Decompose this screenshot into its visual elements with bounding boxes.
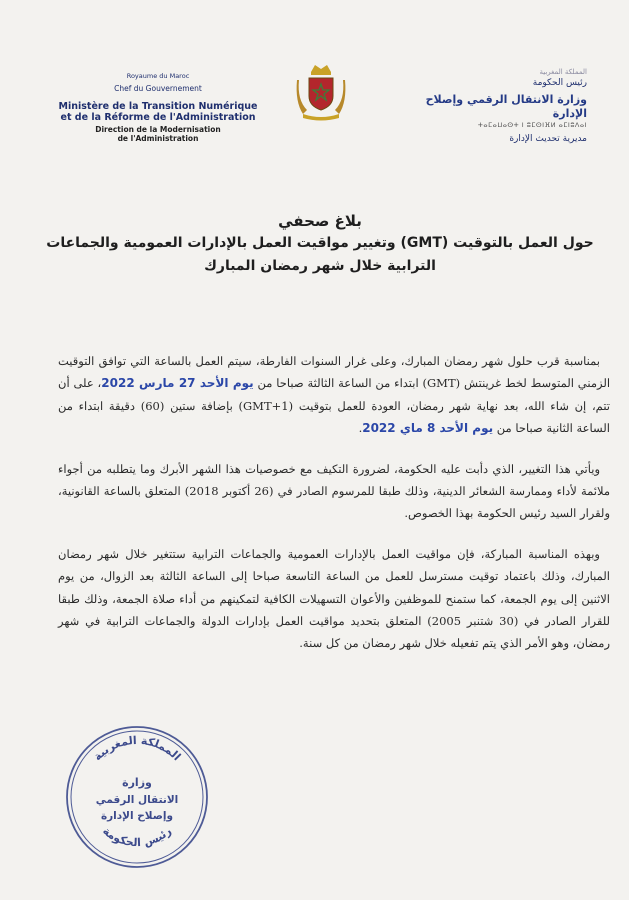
stamp-line-1: وزارة [122,776,152,789]
fr-ministry-line2: et de la Réforme de l'Administration [60,112,256,123]
stamp-outer-text: المملكة المغربية [90,733,184,764]
fr-kingdom: Royaume du Maroc [126,72,190,80]
fr-direction-line1: Direction de la Modernisation [95,125,221,134]
french-letterhead [58,72,258,143]
tifinagh-line: ⵜⴰⵎⴰⵡⴰⵙⵜ ⵏ ⵓⵎⵙⵏⴼⵍ ⴰⵎⵏⵓⴷⴰⵏ [477,121,587,129]
paragraph-2: ويأتي هذا التغيير، الذي دأبت عليه الحكومة، لضرورة التكيف مع خصوصيات هذا الشهر الأبرك وما يتطلبه من أجواء ملائمة لأداء وممارسة الشعائر الدينية، وذلك طبقا للمرسوم الصادر في (26 أكتوبر 2018) المتعلق بالساعة القانونية، ولقرار السيد رئيس الحكومة بهذا الخصوص. [58,461,610,521]
p1-text-c: . [358,421,363,436]
ar-ministry: وزارة الانتقال الرقمي وإصلاح الإدارة [425,93,587,120]
stamp-line-2: الانتقال الرقمي [95,794,179,806]
royal-emblem-icon [295,62,347,122]
title-line-2: حول العمل بالتوقيت (GMT) وتغيير مواقيت العمل بالإدارات العمومية والجماعات [46,235,594,251]
press-release-body [58,350,610,673]
p1-text-b: ، على أن تتم، إن شاء الله، بعد نهاية شهر رمضان، العودة للعمل بتوقيت (GMT+1) بإضافة ستين (60) دقيقة ابتداء من الساعة الثانية صباحا من [58,376,611,436]
date-end-highlight: يوم الأحد 8 ماي 2022 [362,421,494,436]
paragraph-1 [58,350,610,440]
official-stamp [62,722,212,872]
title-line-1: بلاغ صحفي [278,212,362,230]
ar-kingdom: المملكة المغربية [539,68,587,76]
fr-direction-line2: de l'Administration [117,134,199,143]
title-line-3: الترابية خلال شهر رمضان المبارك [204,258,436,274]
press-release-title [30,210,610,278]
p1-text-a: بمناسبة قرب حلول شهر رمضان المبارك، وعلى غرار السنوات الفارطة، سيتم العمل بالساعة التي توافق التوقيت الزمني المتوسط لخط غرينتش (GMT) ابتداء من الساعة الثالثة صباحا من [58,354,611,391]
date-start-highlight: يوم الأحد 27 مارس 2022 [101,376,254,391]
fr-chef-gouvernement: Chef du Gouvernement [114,84,202,93]
arabic-letterhead [417,68,587,145]
stamp-bottom-text: رئيس الحكومة [100,824,174,850]
fr-ministry-line1: Ministère de la Transition Numérique [58,101,258,112]
ar-chef-gouvernement: رئيس الحكومة [532,78,587,88]
ar-department: مديرية تحديث الإدارة [509,134,587,144]
paragraph-3: وبهذه المناسبة المباركة، فإن مواقيت العمل بالإدارات العمومية والجماعات الترابية ستتغير خلال شهر رمضان المبارك، وذلك باعتماد توقيت مسترسل للعمل من الساعة التاسعة صباحا إلى الساعة الثالثة بعد الزوال، من يوم الاثنين إلى يوم الجمعة، كما ستمنح للموظفين والأعوان التسهيلات الكافية لتمكينهم من أداء صلاة الجمعة، وذلك طبقا للقرار الصادر في (30 شتنبر 2005) المتعلق بتحديد مواقيت العمل بإدارات الدولة والجماعات الترابية في شهر رمضان، وهو الأمر الذي يتم تفعيله خلال شهر رمضان من كل سنة. [58,546,611,651]
stamp-line-3: وإصلاح الإدارة [100,810,174,822]
